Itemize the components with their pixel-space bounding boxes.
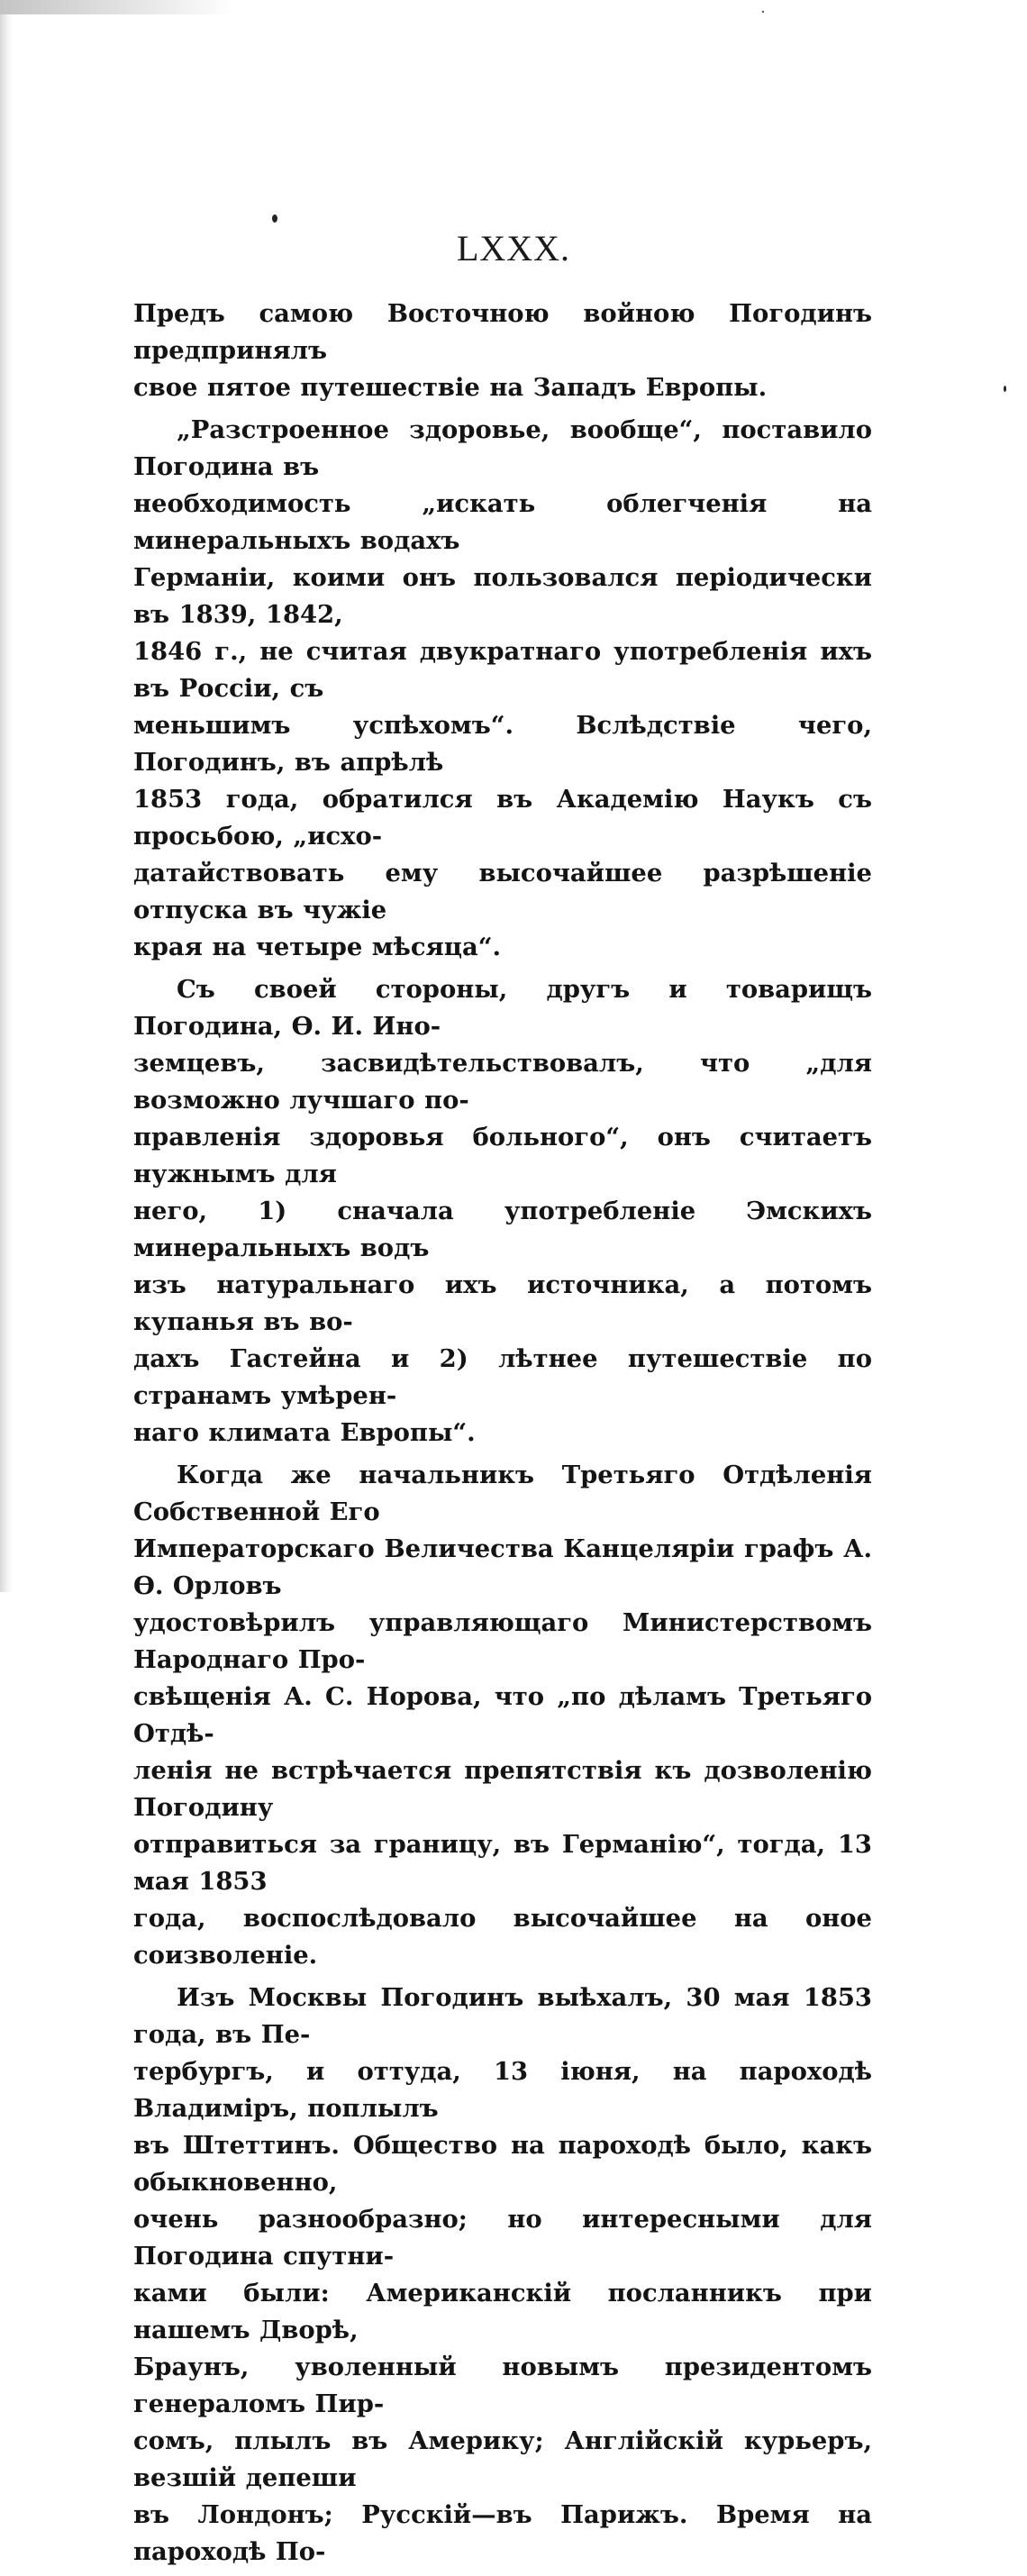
chapter-heading: LXXX.: [456, 228, 571, 269]
paragraph: Съ своей стороны, другъ и товарищъ Погодина, Ѳ. И. Ино- земцевъ, засвидѣтельствовалъ, что „для возможно лучшаго по- правленія здоровья больного“, онъ считаетъ нужнымъ для него, 1) сначала употребленіе Эмскихъ минеральныхъ водъ изъ натуральнаго ихъ источника, а потомъ купанья въ во- дахъ Гастейна и 2) лѣтнее путешествіе по странамъ умѣрен- наго климата Европы“.: [133, 975, 872, 1447]
paragraph: „Разстроенное здоровье, вообще“, поставило Погодина въ необходимость „искать облегченія на минеральныхъ водахъ Германіи, коими онъ пользовался періодически въ 1839, 1842, 1846 г., не считая двукратнаго употребленія ихъ въ Россіи, съ меньшимъ успѣхомъ“. Вслѣдствіе чего, Погодинъ, въ апрѣлѣ 1853 года, обратился въ Академію Наукъ съ просьбою, „исхо- датайствовать ему высочайшее разрѣшеніе отпуска въ чужіе края на четыре мѣсяца“.: [133, 415, 872, 961]
chapter-body: [133, 296, 872, 2576]
paragraph: Предъ самою Восточною войною Погодинъ предпринялъ свое пятое путешествіе на Западъ Европы.: [133, 299, 872, 402]
paragraph: Когда же начальникъ Третьяго Отдѣленія Собственной Его Императорскаго Величества Канцеляріи графъ А. Ѳ. Орловъ удостовѣрилъ управляющаго Министерствомъ Народнаго Про- свѣщенія А. С. Норова, что „по дѣламъ Третьяго Отдѣ- ленія не встрѣчается препятствія къ дозволенію Погодину отправиться за границу, въ Германію“, тогда, 13 мая 1853 года, воспослѣдовало высочайшее на оное соизволеніе.: [133, 1461, 872, 1970]
paragraph: Изъ Москвы Погодинъ выѣхалъ, 30 мая 1853 года, въ Пе- тербургъ, и оттуда, 13 іюня, на пароходѣ Владиміръ, поплылъ въ Штеттинъ. Общество на пароходѣ было, какъ обыкновенно, очень разнообразно; но интересными для Погодина спутни- ками были: Американскій посланникъ при нашемъ Дворѣ, Браунъ, уволенный новымъ президентомъ генераломъ Пир- сомъ, плылъ въ Америку; Англійскій курьеръ, везшій депеши въ Лондонъ; Русскій—въ Парижъ. Время на пароходѣ По-: [133, 1983, 872, 2566]
